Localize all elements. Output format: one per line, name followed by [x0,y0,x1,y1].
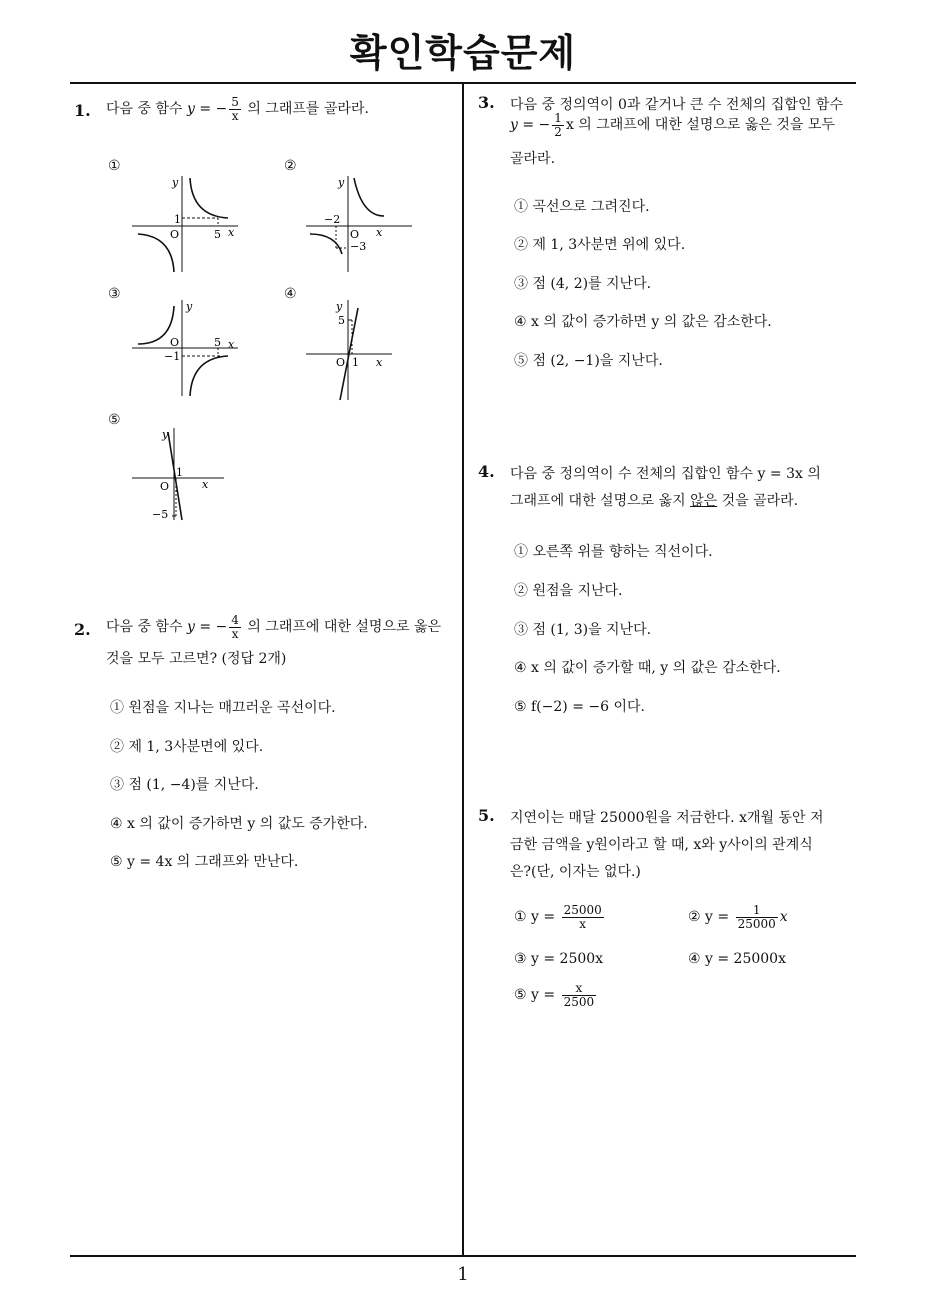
q5-option-4[interactable]: ④ y = 25000x [688,951,786,967]
q5-opt1-fraction [562,904,604,930]
q3-option-3[interactable]: ③ 점 (4, 2)를 지난다. [514,276,652,292]
q4-option-4[interactable]: ④ x 의 값이 증가할 때, y 의 값은 감소한다. [514,660,781,676]
q1-graph-1 [128,172,268,282]
q2-stem-post: 의 그래프에 대한 설명으로 옳은 [247,619,441,636]
q2-stem-line2: 것을 모두 고르면? (정답 2개) [106,651,287,667]
q1-label-5: ⑤ [108,412,121,428]
q3-stem-line2: y = − $\frac{1}{2}$ x 의 그래프에 대한 설명으로 옳은 것을 모두 [510,111,835,139]
page-number: 1 [457,1264,469,1285]
g2-m2: −2 [324,213,341,226]
q3-stem-line3: 골라라. [510,151,556,167]
q1-graph-3 [128,296,268,406]
q5-opt2-label: ② [688,909,701,926]
page-title: 확인학습문제 [349,31,577,75]
q5-opt5-label: ⑤ [514,987,527,1004]
q2-stem-pre: 다음 중 함수 [106,619,183,636]
q1-graph-2 [302,172,442,282]
q5-opt2-lhs: y = [705,909,730,926]
g3-y: y [186,300,193,313]
q5-option-3[interactable]: ③ y = 2500x [514,951,604,967]
g2-m3: −3 [350,240,367,253]
g3-x: x [228,338,235,351]
q1-stem-pre: 다음 중 함수 [106,101,183,118]
q3-stem-line2-post: x 의 그래프에 대한 설명으로 옳은 것을 모두 [565,117,835,134]
q4-stem-line2-b: 것을 골라라. [721,493,799,509]
q2-option-5[interactable]: ⑤ y = 4x 의 그래프와 만난다. [110,854,299,870]
q2-frac-den: x [231,626,239,641]
q5-opt1-den: x [579,916,587,931]
g4-five: 5 [338,314,345,327]
g3-five: 5 [214,336,221,349]
g1-o: O [170,228,180,241]
q4-stem-line2 [510,490,798,510]
g1-five: 5 [214,228,221,241]
q4-stem-line1: 다음 중 정의역이 수 전체의 집합인 함수 y = 3x 의 [510,466,821,482]
q2-number: 2. [74,620,91,639]
g5-o: O [160,480,170,493]
q3-option-2[interactable]: ② 제 1, 3사분면 위에 있다. [514,237,686,253]
q5-option-1[interactable] [514,904,606,930]
q4-option-5[interactable]: ⑤ f(−2) = −6 이다. [514,699,645,715]
g5-one: 1 [176,466,183,479]
q5-opt5-num: x [562,982,597,996]
bottom-rule [70,1255,856,1257]
q5-opt2-tail: x [779,909,788,926]
q5-stem-line2: 금한 금액을 y원이라고 할 때, x와 y사이의 관계식 [510,837,813,853]
g4-y: y [336,300,343,313]
q1-frac-num: 5 [231,95,239,109]
q3-frac-den: 2 [554,124,562,139]
q5-opt2-den: 25000 [737,916,776,931]
q3-fraction [552,112,564,138]
q5-opt2-fraction [736,904,778,930]
q5-number: 5. [478,806,495,825]
g2-y: y [338,176,345,189]
q5-opt1-lhs: y = [531,909,556,926]
q5-opt5-den: 2500 [563,994,595,1009]
q5-stem-line1: 지연이는 매달 25000원을 저금한다. x개월 동안 저 [510,810,824,826]
q1-label-3: ③ [108,286,121,302]
g3-o: O [170,336,180,349]
q2-fraction [229,614,241,640]
g4-o: O [336,356,346,369]
q5-opt5-fraction [562,982,597,1008]
q5-option-2[interactable] [688,904,788,930]
q1-graph-5 [128,424,268,524]
q1-frac-den: x [231,108,239,123]
q5-option-5[interactable] [514,982,598,1008]
g4-x: x [376,356,383,369]
g5-m5: −5 [152,508,169,521]
q5-stem-line3: 은?(단, 이자는 없다.) [510,864,641,880]
q5-opt2-num: 1 [736,904,778,918]
q2-frac-num: 4 [231,613,239,627]
q3-option-1[interactable]: ① 곡선으로 그려진다. [514,199,650,215]
q4-stem-underlined: 않은 [690,493,718,509]
q5-opt1-label: ① [514,909,527,926]
q4-option-1[interactable]: ① 오른쪽 위를 향하는 직선이다. [514,544,713,560]
q4-option-3[interactable]: ③ 점 (1, 3)을 지난다. [514,622,652,638]
q2-option-1[interactable]: ① 원점을 지나는 매끄러운 곡선이다. [110,700,336,716]
q1-fraction [229,96,241,122]
q3-number: 3. [478,93,495,112]
q3-stem-line1: 다음 중 정의역이 0과 같거나 큰 수 전체의 집합인 함수 [510,97,843,113]
g5-x: x [202,478,209,491]
g3-m1: −1 [164,350,181,363]
q1-label-2: ② [284,158,297,174]
g2-x: x [376,226,383,239]
g4-one: 1 [352,356,359,369]
q2-stem: 다음 중 함수 y = − $\frac{4}{x}$ 의 그래프에 대한 설명으로 옳은 [106,613,441,641]
q2-option-2[interactable]: ② 제 1, 3사분면에 있다. [110,739,264,755]
q1-stem: 다음 중 함수 y = − $\frac{5}{x}$ 의 그래프를 골라라. [106,95,369,123]
g1-y: y [172,176,179,189]
q2-option-3[interactable]: ③ 점 (1, −4)를 지난다. [110,777,259,793]
g1-x: x [228,226,235,239]
q1-label-4: ④ [284,286,297,302]
q4-option-2[interactable]: ② 원점을 지난다. [514,583,623,599]
g2-o: O [350,228,360,241]
g5-y: y [162,428,169,441]
q5-opt1-num: 25000 [563,903,602,917]
q1-stem-post: 의 그래프를 골라라. [247,101,369,118]
q4-number: 4. [478,462,495,481]
q1-label-1: ① [108,158,121,174]
q1-graph-4 [302,296,442,406]
q1-number: 1. [74,101,91,120]
q4-stem-line2-a: 그래프에 대한 설명으로 옳지 [510,493,686,509]
g1-one: 1 [174,213,181,226]
q3-frac-num: 1 [554,111,562,125]
q5-opt5-lhs: y = [531,987,556,1004]
q3-option-5[interactable]: ⑤ 점 (2, −1)을 지난다. [514,353,663,369]
q3-option-4[interactable]: ④ x 의 값이 증가하면 y 의 값은 감소한다. [514,314,772,330]
q2-option-4[interactable]: ④ x 의 값이 증가하면 y 의 값도 증가한다. [110,816,368,832]
column-divider [462,82,464,1257]
